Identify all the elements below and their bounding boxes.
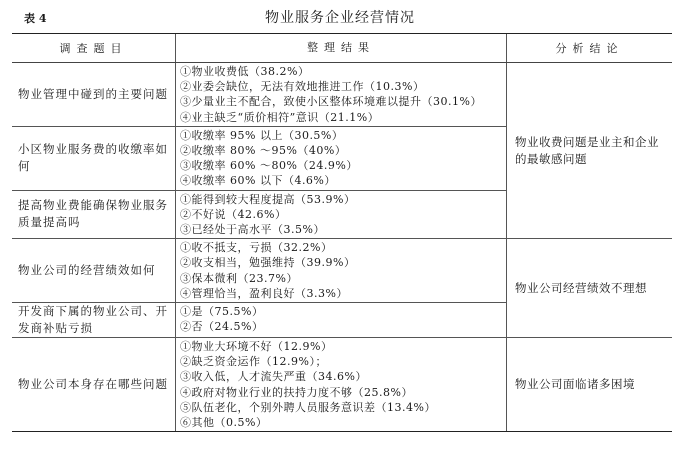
table-row bbox=[12, 127, 507, 191]
table-number: 表 4 bbox=[24, 12, 47, 25]
answer-item: ③少量业主不配合，致使小区整体环境难以提升（30.1%） bbox=[180, 95, 482, 109]
question-cell: 开发商下属的物业公司、开发商补贴亏损 bbox=[12, 303, 176, 337]
question-answer-rows bbox=[12, 63, 507, 431]
table-row bbox=[12, 338, 507, 431]
answer-item: ②缺乏资金运作（12.9%）； bbox=[180, 355, 327, 369]
answer-item: ④政府对物业行业的扶持力度不够（25.8%） bbox=[180, 385, 413, 399]
answers-cell bbox=[176, 191, 507, 239]
answers-cell bbox=[176, 303, 507, 337]
answer-item: ①能得到较大程度提高（53.9%） bbox=[180, 192, 356, 206]
answer-item: ②收支相当，勉强维持（39.9%） bbox=[180, 256, 356, 270]
table-caption bbox=[0, 0, 680, 30]
question-cell: 物业公司的经营绩效如何 bbox=[12, 239, 176, 302]
answer-item: ②业委会缺位，无法有效地推进工作（10.3%） bbox=[180, 80, 425, 94]
table-header-row bbox=[12, 34, 672, 63]
answers-cell bbox=[176, 239, 507, 302]
answers-cell bbox=[176, 338, 507, 431]
question-cell: 提高物业费能确保物业服务质量提高吗 bbox=[12, 191, 176, 239]
answer-item: ③收缴率 60% ～80%（24.9%） bbox=[180, 159, 358, 173]
answer-item: ②不好说（42.6%） bbox=[180, 207, 287, 221]
answer-item: ④管理恰当，盈利良好（3.3%） bbox=[180, 286, 348, 300]
table-row bbox=[12, 191, 507, 240]
table-body bbox=[12, 63, 672, 431]
conclusion-cell: 物业公司经营绩效不理想 bbox=[507, 239, 672, 338]
answer-item: ①物业收费低（38.2%） bbox=[180, 65, 310, 78]
question-cell: 物业管理中碰到的主要问题 bbox=[12, 63, 176, 126]
survey-table bbox=[12, 33, 672, 432]
header-results: 整理结果 bbox=[176, 34, 507, 62]
header-conclusion: 分析结论 bbox=[555, 41, 624, 55]
conclusion-cell: 物业收费问题是业主和企业的最敏感问题 bbox=[507, 63, 672, 239]
answer-item: ③收入低，人才流失严重（34.6%） bbox=[180, 370, 367, 384]
answers-cell bbox=[176, 63, 507, 126]
header-question: 调查题目 bbox=[12, 34, 176, 62]
conclusion-column bbox=[507, 63, 672, 431]
table-row bbox=[12, 239, 507, 303]
answers-cell bbox=[176, 127, 507, 190]
answer-item: ④收缴率 60% 以下（4.6%） bbox=[180, 174, 336, 188]
question-cell: 物业公司本身存在哪些问题 bbox=[12, 338, 176, 431]
answer-item: ①物业大环境不好（12.9%） bbox=[180, 340, 333, 354]
answer-item: ②收缴率 80% ～95%（40%） bbox=[180, 144, 347, 158]
answer-item: ①收缴率 95% 以上（30.5%） bbox=[180, 128, 344, 142]
question-cell: 小区物业服务费的收缴率如何 bbox=[12, 127, 176, 190]
answer-item: ②否（24.5%） bbox=[180, 320, 264, 334]
answer-item: ⑤队伍老化，个别外聘人员服务意识差（13.4%） bbox=[180, 400, 436, 414]
answer-item: ③已经处于高水平（3.5%） bbox=[180, 223, 325, 237]
answer-item: ④业主缺乏“质价相符”意识（21.1%） bbox=[180, 110, 380, 124]
table-title: 物业服务企业经营情况 bbox=[265, 10, 415, 26]
answer-item: ①收不抵支，亏损（32.2%） bbox=[180, 241, 333, 255]
answer-item: ①是（75.5%） bbox=[180, 305, 264, 319]
conclusion-cell: 物业公司面临诸多困境 bbox=[515, 377, 635, 392]
answer-item: ③保本微利（23.7%） bbox=[180, 271, 298, 285]
table-row bbox=[12, 303, 507, 338]
answer-item: ⑥其他（0.5%） bbox=[180, 416, 268, 430]
table-row bbox=[12, 63, 507, 127]
